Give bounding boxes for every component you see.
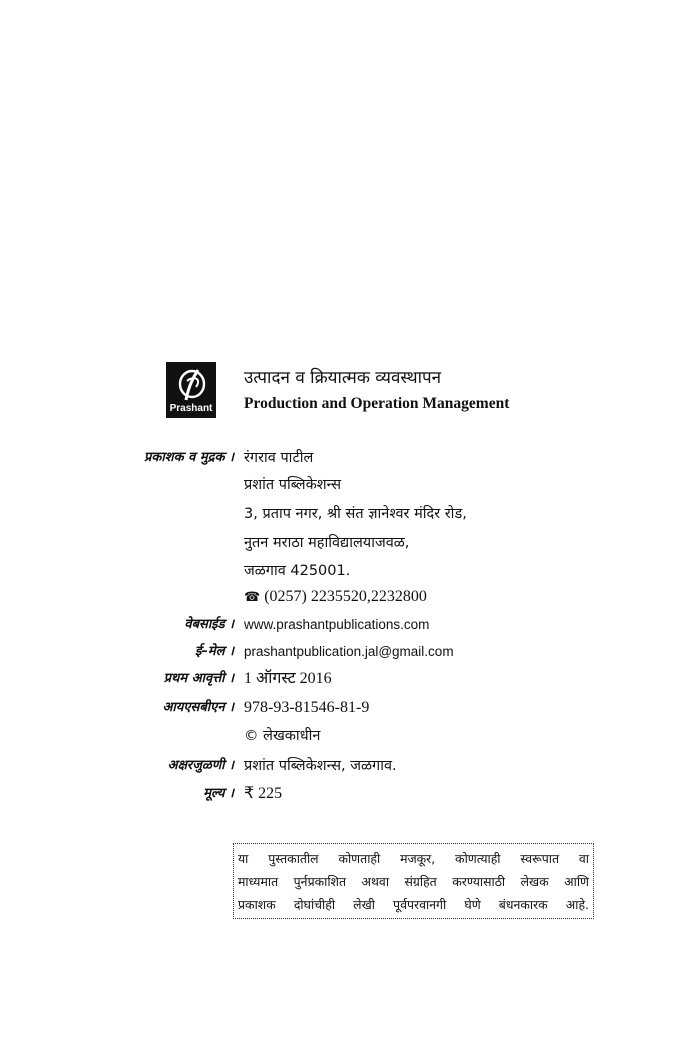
prashant-logo-icon (172, 367, 210, 403)
book-title-english: Production and Operation Management (244, 395, 510, 412)
price-value: ₹ 225 (244, 785, 283, 802)
prashant-logo (166, 362, 216, 418)
publisher-name: रंगराव पाटील (244, 450, 314, 466)
copyright-row (0, 725, 699, 747)
isbn-label: आयएसबीएन । (162, 700, 234, 715)
copyright-notice-box (233, 843, 594, 919)
isbn-value: 978-93-81546-81-9 (244, 699, 370, 716)
website-row (0, 614, 699, 636)
edition-row (0, 668, 699, 690)
address-row-3 (0, 560, 699, 582)
website-link[interactable]: www.prashantpublications.com (244, 617, 430, 632)
notice-line-3: प्रकाशक दोघांचीही लेखी पूर्वपरवानगी घेणे बंधनकारक आहे. (238, 897, 589, 912)
price-label: मूल्य । (203, 786, 234, 801)
copyright-value: © लेखकाधीन (244, 728, 321, 744)
address-row-1 (0, 503, 699, 525)
phone-icon: ☎ (244, 589, 261, 604)
website-label: वेबसाईड । (184, 617, 234, 632)
email-label: ई–मेल । (195, 644, 234, 659)
edition-label: प्रथम आवृत्ती । (163, 671, 234, 686)
price-row (0, 783, 699, 805)
notice-line-2: माध्यमात पुर्नप्रकाशित अथवा संग्रहित करण्यासाठी लेखक आणि (238, 874, 589, 889)
phone-value: ☎ (0257) 2235520,2232800 (244, 588, 427, 605)
publisher-company: प्रशांत पब्लिकेशन्स (244, 477, 342, 493)
publisher-label: प्रकाशक व मुद्रक । (144, 450, 234, 465)
phone-row (0, 586, 699, 608)
logo-text: Prashant (169, 403, 213, 414)
typesetting-value: प्रशांत पब्लिकेशन्स, जळगाव. (244, 758, 397, 774)
notice-line-1: या पुस्तकातील कोणताही मजकूर, कोणत्याही स्वरूपात वा (238, 851, 589, 866)
isbn-row (0, 697, 699, 719)
publisher-row (0, 447, 699, 469)
address-line-2: नुतन मराठा महाविद्यालयाजवळ, (244, 535, 410, 551)
address-row-2 (0, 532, 699, 554)
email-row (0, 641, 699, 663)
typesetting-row (0, 755, 699, 777)
email-link[interactable]: prashantpublication.jal@gmail.com (244, 644, 454, 659)
edition-value: 1 ऑगस्ट 2016 (244, 670, 332, 687)
company-row (0, 474, 699, 496)
address-line-1: 3, प्रताप नगर, श्री संत ज्ञानेश्वर मंदिर रोड, (244, 506, 467, 522)
typesetting-label: अक्षरजुळणी । (167, 758, 234, 773)
book-title-marathi: उत्पादन व क्रियात्मक व्यवस्थापन (244, 368, 442, 388)
address-line-3: जळगाव 425001. (244, 563, 351, 579)
